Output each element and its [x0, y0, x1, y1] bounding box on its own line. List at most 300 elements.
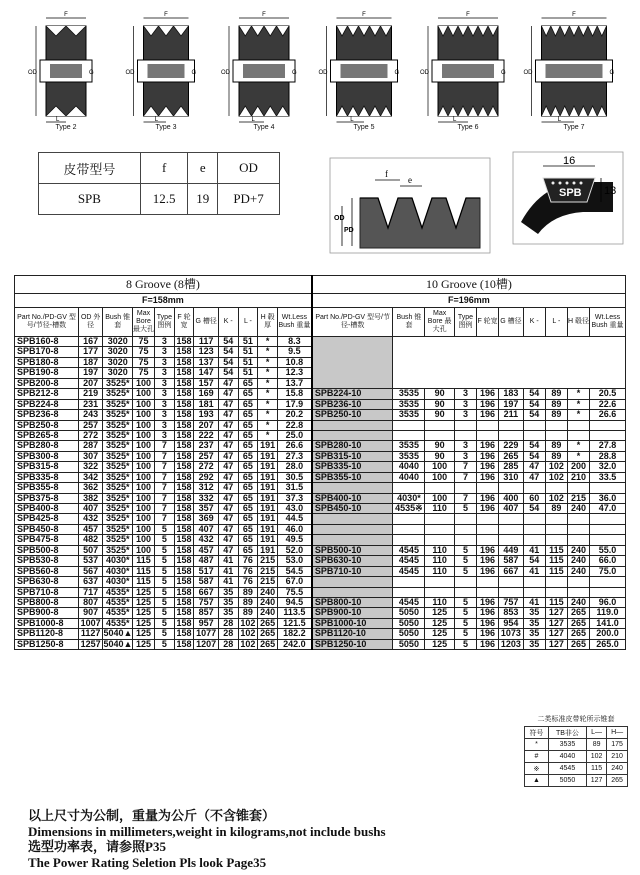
legend-cell: 4545 — [548, 763, 586, 775]
spec-cell: 41 — [523, 566, 545, 576]
spec-cell: 342 — [78, 472, 103, 482]
table-row — [15, 597, 626, 607]
spec-cell: 637 — [78, 577, 103, 587]
spec-cell: 158 — [174, 639, 194, 649]
spec-cell: 17.9 — [277, 399, 311, 409]
spec-cell: 196 — [477, 618, 499, 628]
left-col-header-6: G 槽径 — [194, 308, 219, 337]
spec-cell: 76 — [238, 556, 258, 566]
spec-cell: 240 — [567, 545, 589, 555]
spec-cell: 3525* — [103, 389, 132, 399]
spec-cell: 197 — [499, 399, 524, 409]
spec-cell: 954 — [499, 618, 524, 628]
spec-cell: 7 — [155, 504, 175, 514]
part-number-cell: SPB475-8 — [15, 535, 79, 545]
spec-cell: 115 — [132, 556, 154, 566]
note-power-cn: 选型功率表，请参照P35 — [28, 839, 166, 854]
spec-cell: 197 — [78, 368, 103, 378]
spec-cell: 196 — [477, 545, 499, 555]
part-number-cell: SPB1000-8 — [15, 618, 79, 628]
spec-cell: 1203 — [499, 639, 524, 649]
spec-cell: 907 — [78, 608, 103, 618]
spec-cell: 158 — [174, 504, 194, 514]
blank-cell — [567, 430, 589, 440]
spec-cell: 65 — [238, 389, 258, 399]
spec-cell: 35 — [218, 608, 238, 618]
spec-cell: 89 — [545, 504, 567, 514]
part-number-cell: SPB560-8 — [15, 566, 79, 576]
right-col-header-7: L - — [545, 308, 567, 337]
spec-cell: 100 — [132, 389, 154, 399]
spec-cell: 125 — [132, 639, 154, 649]
spec-cell: 125 — [132, 597, 154, 607]
spec-cell: 567 — [78, 566, 103, 576]
spec-cell: 191 — [258, 545, 278, 555]
spec-cell: 43.0 — [277, 504, 311, 514]
spec-cell: 55.0 — [590, 545, 626, 555]
blank-cell — [545, 430, 567, 440]
spec-cell: 100 — [132, 472, 154, 482]
part-number-cell: SPB400-10 — [312, 493, 393, 503]
spec-cell: 41 — [218, 556, 238, 566]
spec-cell: 54 — [523, 389, 545, 399]
spec-cell: 102 — [238, 639, 258, 649]
part-number-cell: SPB1120-10 — [312, 629, 393, 639]
spec-cell: 9.5 — [277, 347, 311, 357]
spec-cell: 20.5 — [590, 389, 626, 399]
spec-cell: 47 — [218, 472, 238, 482]
part-number-cell: SPB710-10 — [312, 566, 393, 576]
spec-cell: 3020 — [103, 347, 132, 357]
spec-cell: 517 — [194, 566, 219, 576]
right-col-header-2: Max Bore 最大孔 — [425, 308, 454, 337]
spec-cell: 28 — [218, 629, 238, 639]
blank-cell — [567, 535, 589, 545]
svg-text:L: L — [251, 117, 255, 123]
spec-cell: 27.8 — [590, 441, 626, 451]
svg-text:OD: OD — [420, 70, 429, 76]
table-row — [15, 451, 626, 461]
spec-cell: 4030* — [103, 556, 132, 566]
spec-cell: 102 — [238, 629, 258, 639]
spec-cell: 121.5 — [277, 618, 311, 628]
spec-cell: 75 — [132, 357, 154, 367]
spec-cell: 807 — [78, 597, 103, 607]
part-number-cell: SPB160-8 — [15, 337, 79, 347]
spec-cell: 113.5 — [277, 608, 311, 618]
blank-cell — [523, 483, 545, 493]
legend-cell: 175 — [607, 739, 628, 751]
spec-cell: 400 — [499, 493, 524, 503]
spec-cell: 196 — [477, 504, 499, 514]
spec-cell: 3525* — [103, 472, 132, 482]
spec-cell: 7 — [155, 441, 175, 451]
spec-cell: 7 — [155, 483, 175, 493]
spec-cell: 191 — [258, 514, 278, 524]
spec-cell: 265 — [567, 629, 589, 639]
spec-cell: 3 — [155, 430, 175, 440]
spec-cell: 90 — [425, 441, 454, 451]
legend-header-cell: 符号 — [525, 727, 549, 739]
spec-cell: 193 — [194, 410, 219, 420]
part-number-cell: SPB224-8 — [15, 399, 79, 409]
spec-cell: 51 — [238, 347, 258, 357]
spec-cell: 158 — [174, 587, 194, 597]
legend-cell: 102 — [587, 751, 607, 763]
spec-cell: 65 — [238, 399, 258, 409]
spec-cell: 257 — [194, 451, 219, 461]
spec-cell: 100 — [132, 524, 154, 534]
spec-cell: 3525* — [103, 504, 132, 514]
spec-cell: 47 — [218, 420, 238, 430]
spec-cell: 89 — [545, 441, 567, 451]
spec-cell: 47 — [218, 524, 238, 534]
spec-cell: 100 — [132, 545, 154, 555]
spec-cell: 158 — [174, 399, 194, 409]
legend-row — [525, 763, 628, 775]
svg-text:L: L — [56, 117, 60, 123]
spec-cell: 41 — [218, 566, 238, 576]
spec-cell: 141.0 — [590, 618, 626, 628]
svg-text:F: F — [466, 12, 470, 18]
spec-cell: 240 — [567, 597, 589, 607]
spec-cell: 5 — [454, 629, 476, 639]
table-row — [15, 535, 626, 545]
part-number-cell: SPB250-10 — [312, 410, 393, 420]
spec-cell: 5050 — [393, 639, 425, 649]
spec-cell: 3525* — [103, 378, 132, 388]
part-number-cell: SPB710-8 — [15, 587, 79, 597]
spec-cell: 5 — [454, 618, 476, 628]
spec-cell: 22.6 — [590, 399, 626, 409]
spec-cell: 100 — [132, 504, 154, 514]
spec-cell: 215 — [258, 556, 278, 566]
part-number-cell: SPB375-8 — [15, 493, 79, 503]
spec-cell: 3525* — [103, 535, 132, 545]
spec-cell: 237 — [194, 441, 219, 451]
part-number-cell: SPB500-8 — [15, 545, 79, 555]
right-col-header-1: Bush 锥套 — [393, 308, 425, 337]
spec-cell: 196 — [477, 410, 499, 420]
dim-header-belt: 皮带型号 — [39, 153, 141, 184]
spec-cell: 100 — [132, 378, 154, 388]
legend-cell: # — [525, 751, 549, 763]
spec-cell: 54 — [523, 441, 545, 451]
spec-cell: 207 — [78, 378, 103, 388]
spec-cell: 32.0 — [590, 462, 626, 472]
spec-cell: 65 — [238, 451, 258, 461]
spec-cell: 272 — [194, 462, 219, 472]
spec-cell: 25.0 — [277, 430, 311, 440]
spec-cell: 4545 — [393, 566, 425, 576]
bush-legend — [524, 714, 628, 787]
spec-cell: 1207 — [194, 639, 219, 649]
spec-cell: 265.0 — [590, 639, 626, 649]
spec-cell: 231 — [78, 399, 103, 409]
blank-cell — [312, 483, 393, 493]
blank-cell — [545, 587, 567, 597]
spec-cell: 3 — [155, 368, 175, 378]
spec-cell: 240 — [567, 504, 589, 514]
spec-cell: 1073 — [499, 629, 524, 639]
spec-cell: 47 — [218, 410, 238, 420]
spec-cell: 89 — [238, 597, 258, 607]
blank-cell — [545, 524, 567, 534]
pulley-figure-type-2 — [20, 8, 112, 140]
spec-cell: 407 — [78, 504, 103, 514]
spec-cell: 102 — [545, 462, 567, 472]
blank-cell — [393, 514, 425, 524]
spec-cell: 15.8 — [277, 389, 311, 399]
spec-cell: 457 — [78, 524, 103, 534]
blank-cell — [545, 420, 567, 430]
legend-cell: 3535 — [548, 739, 586, 751]
spec-cell: 54 — [523, 556, 545, 566]
spec-cell: * — [258, 378, 278, 388]
spec-cell: 65 — [238, 545, 258, 555]
spec-cell: 115 — [545, 597, 567, 607]
spec-cell: 240 — [567, 566, 589, 576]
svg-text:OD: OD — [28, 70, 37, 76]
spec-cell: 26.6 — [277, 441, 311, 451]
spec-cell: 158 — [174, 462, 194, 472]
figure-caption: Type 4 — [253, 124, 275, 131]
blank-cell — [499, 514, 524, 524]
blank-cell — [393, 430, 425, 440]
part-number-cell: SPB355-8 — [15, 483, 79, 493]
spec-cell: 54 — [218, 357, 238, 367]
spec-cell: 857 — [194, 608, 219, 618]
spec-cell: 47 — [218, 451, 238, 461]
profile-label-od: OD — [334, 215, 345, 222]
blank-cell — [567, 587, 589, 597]
spec-cell: 4535* — [103, 618, 132, 628]
spec-cell: 100 — [132, 493, 154, 503]
spec-cell: * — [567, 410, 589, 420]
blank-cell — [393, 535, 425, 545]
spec-cell: 53.0 — [277, 556, 311, 566]
spec-cell: 5 — [155, 535, 175, 545]
spec-cell: 265 — [567, 618, 589, 628]
spec-cell: 1077 — [194, 629, 219, 639]
spec-cell: 102 — [545, 493, 567, 503]
spec-cell: 100 — [132, 441, 154, 451]
spec-cell: 3525* — [103, 524, 132, 534]
spec-cell: 3525* — [103, 462, 132, 472]
spec-cell: 65 — [238, 462, 258, 472]
spec-cell: 3 — [454, 410, 476, 420]
spec-cell: 52.0 — [277, 545, 311, 555]
spec-cell: * — [258, 399, 278, 409]
blank-cell — [567, 420, 589, 430]
spec-cell: 89 — [545, 399, 567, 409]
legend-row — [525, 751, 628, 763]
spec-cell: 54 — [523, 399, 545, 409]
spec-cell: 65 — [238, 441, 258, 451]
table-row — [15, 337, 626, 347]
spec-cell: 5 — [155, 618, 175, 628]
blank-cell — [312, 420, 393, 430]
spec-cell: 137 — [194, 357, 219, 367]
spec-cell: 3 — [155, 399, 175, 409]
spec-cell: 196 — [477, 462, 499, 472]
table-row — [15, 504, 626, 514]
svg-text:OD: OD — [221, 70, 230, 76]
spec-cell: 60 — [523, 493, 545, 503]
spec-cell: 196 — [477, 493, 499, 503]
spec-cell: 487 — [194, 556, 219, 566]
spec-cell: 65 — [238, 535, 258, 545]
spec-cell: 158 — [174, 524, 194, 534]
figure-caption: Type 2 — [55, 124, 77, 131]
spec-cell: 65 — [238, 524, 258, 534]
spec-cell: 182.2 — [277, 629, 311, 639]
spec-cell: 115 — [545, 556, 567, 566]
spec-cell: 158 — [174, 483, 194, 493]
part-number-cell: SPB315-8 — [15, 462, 79, 472]
belt-name-label: SPB — [559, 187, 582, 199]
spec-cell: 110 — [425, 566, 454, 576]
blank-cell — [567, 514, 589, 524]
part-number-cell: SPB800-8 — [15, 597, 79, 607]
part-number-cell: SPB180-8 — [15, 357, 79, 367]
spec-cell: 5050 — [393, 608, 425, 618]
groove-title-row — [15, 276, 626, 294]
left-col-header-2: Bush 锥套 — [103, 308, 132, 337]
spec-cell: 4535* — [103, 608, 132, 618]
spec-cell: 5 — [454, 504, 476, 514]
part-number-cell: SPB265-8 — [15, 430, 79, 440]
part-number-cell: SPB335-8 — [15, 472, 79, 482]
spec-cell: 292 — [194, 472, 219, 482]
spec-cell: 215 — [258, 577, 278, 587]
spec-cell: 7 — [155, 472, 175, 482]
spec-cell: 47 — [218, 430, 238, 440]
note-units-cn: 以上尺寸为公制，重量为公斤（不含锥套） — [28, 808, 276, 823]
right-col-header-4: F 轮宽 — [477, 308, 499, 337]
legend-header-row — [525, 727, 628, 739]
spec-cell: 265 — [499, 451, 524, 461]
spec-cell: 537 — [78, 556, 103, 566]
table-row — [15, 618, 626, 628]
spec-cell: 5040▲ — [103, 638, 133, 649]
spec-cell: 158 — [174, 441, 194, 451]
spec-cell: 240 — [258, 587, 278, 597]
spec-cell: 28.0 — [277, 462, 311, 472]
spec-cell: 5 — [155, 587, 175, 597]
blank-cell — [312, 430, 393, 440]
spec-cell: 115 — [132, 577, 154, 587]
spec-cell: 89 — [238, 608, 258, 618]
svg-text:G: G — [394, 70, 400, 76]
part-number-cell: SPB900-8 — [15, 608, 79, 618]
spec-cell: 1127 — [78, 629, 103, 639]
part-number-cell: SPB1250-10 — [312, 639, 393, 649]
spec-cell: 222 — [194, 430, 219, 440]
dim-header-row — [39, 153, 280, 184]
right-col-header-3: Type 图例 — [454, 308, 476, 337]
spec-cell: 158 — [174, 597, 194, 607]
part-number-cell: SPB450-8 — [15, 524, 79, 534]
spec-cell: * — [258, 337, 278, 347]
blank-cell — [499, 483, 524, 493]
blank-cell — [477, 420, 499, 430]
spec-cell: 158 — [174, 608, 194, 618]
svg-text:L: L — [350, 117, 354, 123]
spec-cell: 287 — [78, 441, 103, 451]
spec-cell: 196 — [477, 472, 499, 482]
spec-cell: 158 — [174, 535, 194, 545]
blank-cell — [523, 420, 545, 430]
spec-cell: 362 — [78, 483, 103, 493]
spec-cell: 158 — [174, 618, 194, 628]
spec-cell: 100 — [132, 430, 154, 440]
spec-cell: 310 — [499, 472, 524, 482]
spec-cell: 127 — [545, 618, 567, 628]
spec-cell: 257 — [78, 420, 103, 430]
spec-cell: 4545 — [393, 556, 425, 566]
groove-dimension-table — [38, 152, 280, 215]
part-number-cell: SPB236-10 — [312, 399, 393, 409]
spec-cell: 158 — [174, 389, 194, 399]
spec-cell: 115 — [545, 545, 567, 555]
spec-cell: 158 — [174, 378, 194, 388]
spec-cell: 3535 — [393, 399, 425, 409]
spec-cell: 5040▲ — [103, 628, 133, 639]
left-section-title: 8 Groove (8槽) — [15, 276, 312, 294]
part-number-cell: SPB280-10 — [312, 441, 393, 451]
spec-cell: 1257 — [78, 639, 103, 649]
spec-cell: 125 — [425, 608, 454, 618]
blank-cell — [425, 535, 454, 545]
spec-cell: 100 — [425, 472, 454, 482]
spec-cell: 3535 — [393, 441, 425, 451]
right-col-header-6: K - — [523, 308, 545, 337]
spec-cell: 100 — [132, 410, 154, 420]
pulley-figure-type-5 — [318, 8, 410, 140]
spec-cell: 125 — [132, 587, 154, 597]
spec-cell: 191 — [258, 504, 278, 514]
spec-cell: 5 — [155, 629, 175, 639]
spec-cell: 90 — [425, 389, 454, 399]
spec-cell: 272 — [78, 430, 103, 440]
blank-cell — [567, 524, 589, 534]
table-row — [15, 577, 626, 587]
spec-cell: 100 — [425, 493, 454, 503]
spec-cell: 587 — [499, 556, 524, 566]
blank-cell — [567, 577, 589, 587]
spec-cell: 47 — [523, 462, 545, 472]
dim-value-row — [39, 184, 280, 215]
belt-height-label: 13 — [604, 185, 617, 197]
left-col-header-4: Type 图例 — [155, 308, 175, 337]
spec-cell: 457 — [194, 545, 219, 555]
spec-cell: 181 — [194, 399, 219, 409]
spec-cell: 322 — [78, 462, 103, 472]
blank-cell — [454, 577, 476, 587]
part-number-cell: SPB425-8 — [15, 514, 79, 524]
part-number-cell: SPB212-8 — [15, 389, 79, 399]
spec-cell: 28.8 — [590, 451, 626, 461]
part-number-cell: SPB630-10 — [312, 556, 393, 566]
blank-cell — [454, 430, 476, 440]
blank-cell — [477, 577, 499, 587]
spec-cell: * — [567, 389, 589, 399]
spec-cell: 407 — [194, 524, 219, 534]
blank-cell — [590, 577, 626, 587]
spec-cell: 157 — [194, 378, 219, 388]
blank-cell — [425, 483, 454, 493]
